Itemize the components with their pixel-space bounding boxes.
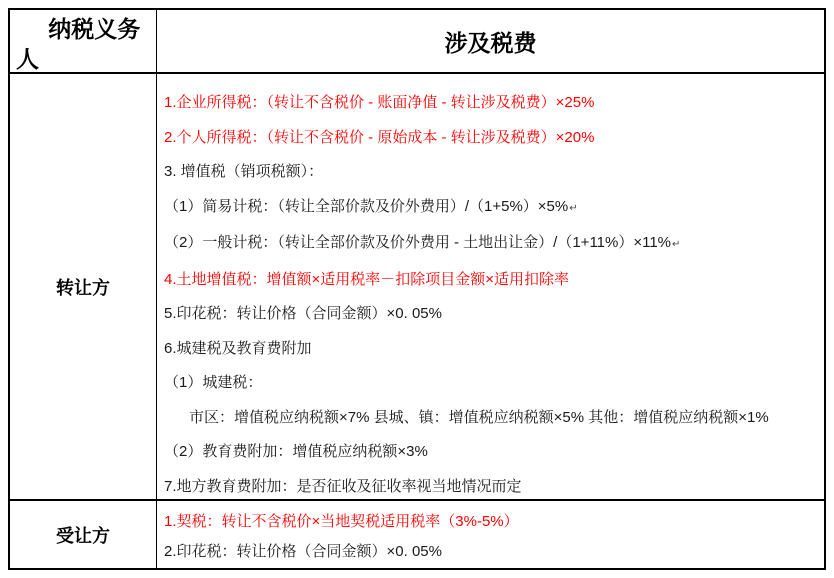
tax-line: [164, 86, 816, 121]
line-break-mark: ↵: [569, 202, 578, 214]
tax-line-text: （2）一般计税：（转让全部价款及价外费用 - 土地出让金）/（1+11%）×11%: [164, 234, 672, 251]
tax-table: [8, 8, 826, 570]
tax-line: [164, 263, 816, 298]
tax-line: [164, 332, 816, 367]
tax-line-text: 6.城建税及教育费附加: [164, 339, 312, 357]
tax-line: [164, 226, 816, 263]
tax-line: [164, 470, 816, 500]
tax-line-text: 3. 增值税（销项税额）：: [164, 163, 324, 180]
tax-line-text: （1）简易计税：（转让全部价款及价外费用）/（1+5%）×5%: [164, 197, 569, 215]
header-taxpayer: 纳税义务人: [16, 16, 141, 72]
tax-line-text: 1.契税：转让不含税价×当地契税适用税率（3%-5%）: [164, 513, 519, 530]
tax-line: [164, 507, 816, 537]
tax-line-text: 5.印花税：转让价格（合同金额）×0. 05%: [164, 305, 442, 322]
tax-line: [164, 121, 816, 156]
tax-line-text: （2）教育费附加：增值税应纳税额×3%: [164, 443, 428, 460]
tax-line-text: （1）城建税：: [164, 374, 263, 391]
tax-items-cell: [156, 72, 824, 499]
tax-line: [164, 401, 816, 436]
tax-line-text: 2.印花税：转让价格（合同金额）×0. 05%: [164, 543, 442, 560]
line-break-mark: ↵: [672, 239, 681, 250]
tax-line: [164, 537, 816, 567]
taxpayer-cell: 转让方: [10, 72, 156, 499]
tax-line-text: 2.个人所得税：（转让不含税价 - 原始成本 - 转让涉及税费）×20%: [164, 128, 595, 146]
tax-line: [164, 155, 816, 190]
tax-line-text: 市区：增值税应纳税额×7% 县城、镇：增值税应纳税额×5% 其他：增值税应纳税额×1%: [189, 408, 769, 426]
tax-line: [164, 297, 816, 332]
tax-line: [164, 190, 816, 227]
header-taxes: 涉及税费: [156, 10, 824, 72]
tax-items-cell: [156, 499, 824, 568]
tax-line-text: 4.土地增值税：增值额×适用税率－扣除项目金额×适用扣除率: [164, 270, 570, 288]
tax-line-text: 1.企业所得税：（转让不含税价 - 账面净值 - 转让涉及税费）×25%: [164, 94, 595, 111]
tax-line-text: 7.地方教育费附加：是否征收及征收率视当地情况而定: [164, 477, 522, 495]
tax-line: [164, 435, 816, 470]
tax-line: [164, 366, 816, 401]
taxpayer-cell: 受让方: [10, 499, 156, 568]
